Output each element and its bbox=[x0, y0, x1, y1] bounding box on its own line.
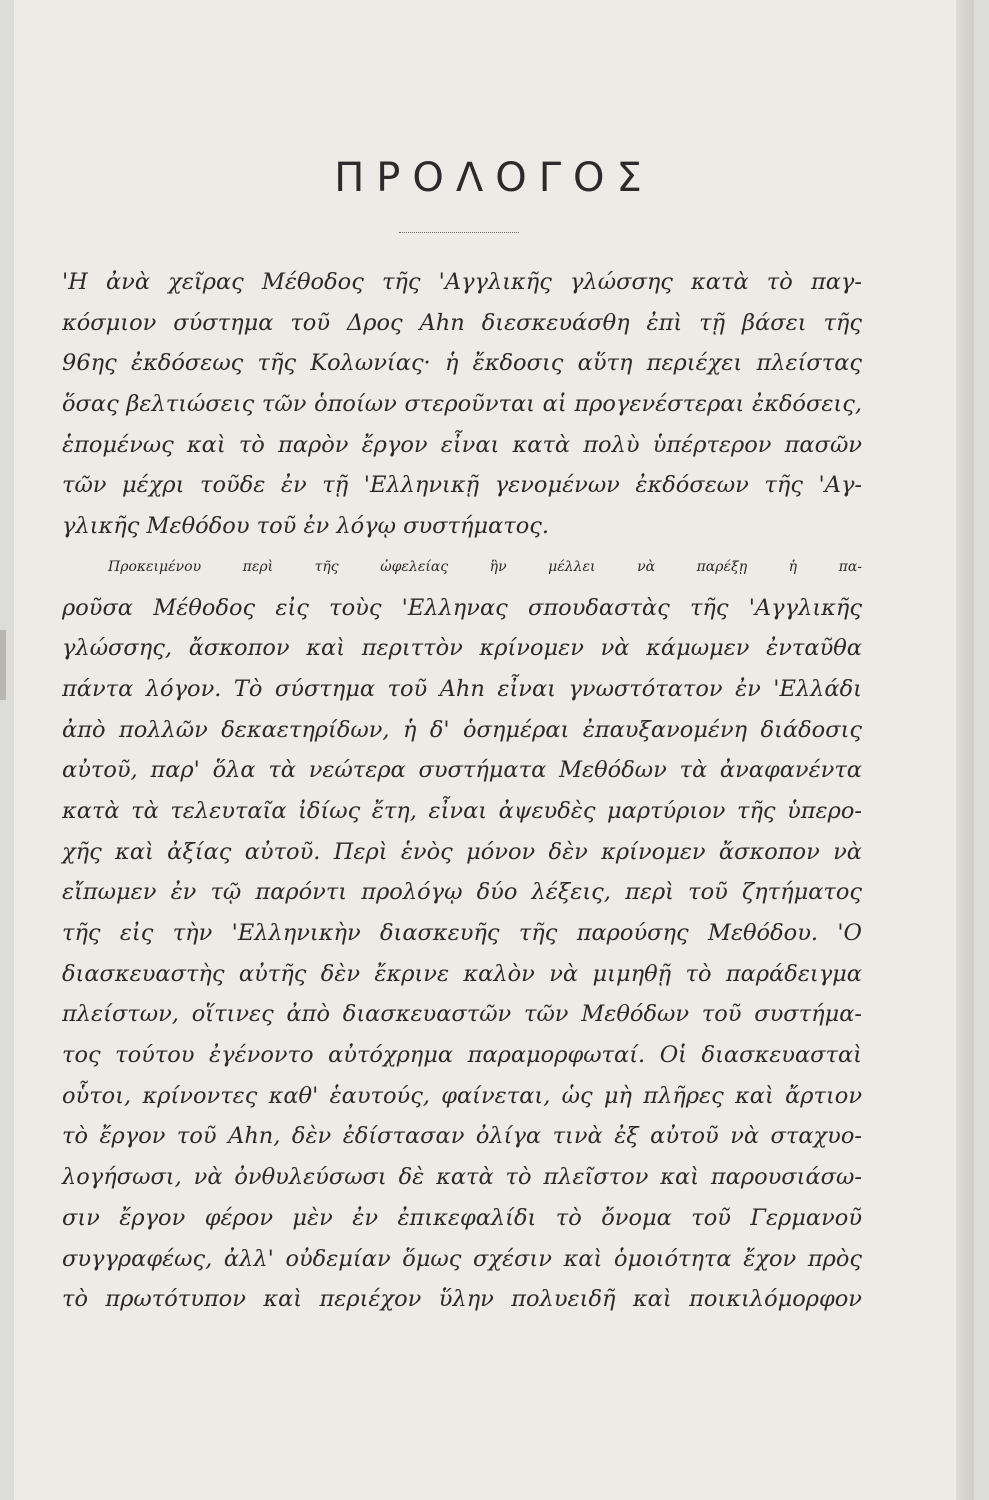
text-line: γλώσσης, ἄσκοπον καὶ περιττὸν κρίνομεν νὰ κάμωμεν ἐνταῦθα bbox=[62, 635, 862, 662]
text-line: τος τούτου ἐγένοντο αὐτόχρημα παραμορφωταί. Οἱ διασκευασταὶ bbox=[62, 1042, 862, 1069]
text-line: αὐτοῦ, παρ' ὅλα τὰ νεώτερα συστήματα Μεθόδων τὰ ἀναφανέντα bbox=[62, 757, 862, 784]
text-line: διασκευαστὴς αὐτῆς δὲν ἔκρινε καλὸν νὰ μιμηθῇ τὸ παράδειγμα bbox=[62, 960, 862, 987]
text-line: λογήσωσι, νὰ ὀνθυλεύσωσι δὲ κατὰ τὸ πλεῖστον καὶ παρουσιάσω- bbox=[62, 1164, 862, 1191]
text-line: ἀπὸ πολλῶν δεκαετηρίδων, ἡ δ' ὁσημέραι ἐπαυξανομένη διάδοσις bbox=[62, 716, 862, 743]
text-line: πάντα λόγον. Τὸ σύστημα τοῦ Ahn εἶναι γνωστότατον ἐν 'Ελλάδι bbox=[62, 675, 862, 702]
text-line: εἴπωμεν ἐν τῷ παρόντι προλόγῳ δύο λέξεις, περὶ τοῦ ζητήματος bbox=[62, 879, 862, 906]
text-line: Προκειμένου περὶ τῆς ὠφελείας ἣν μέλλει νὰ παρέξῃ ἡ πα- bbox=[108, 558, 862, 575]
text-line: τῆς εἰς τὴν 'Ελληνικὴν διασκευῆς τῆς παρούσης Μεθόδου. 'Ο bbox=[62, 920, 862, 946]
book-page bbox=[14, 0, 974, 1500]
page-edge-shadow bbox=[956, 0, 974, 1500]
text-line: τῶν μέχρι τοῦδε ἐν τῇ 'Ελληνικῇ γενομένων ἐκδόσεων τῆς 'Αγ- bbox=[62, 472, 862, 499]
text-line: τὸ ἔργον τοῦ Ahn, δὲν ἐδίστασαν ὀλίγα τινὰ ἐξ αὐτοῦ νὰ σταχυο- bbox=[62, 1123, 862, 1150]
text-line: 'Η ἀνὰ χεῖρας Μέθοδος τῆς 'Αγγλικῆς γλώσσης κατὰ τὸ παγ- bbox=[62, 269, 862, 295]
text-line: συγγραφέως, ἀλλ' οὐδεμίαν ὅμως σχέσιν καὶ ὁμοιότητα ἔχον πρὸς bbox=[62, 1245, 862, 1272]
text-line: γλικῆς Μεθόδου τοῦ ἐν λόγῳ συστήματος. bbox=[62, 513, 550, 540]
text-line: χῆς καὶ ἀξίας αὐτοῦ. Περὶ ἑνὸς μόνον δὲν κρίνομεν ἄσκοπον νὰ bbox=[62, 838, 862, 865]
text-line: ὅσας βελτιώσεις τῶν ὁποίων στεροῦνται αἱ προγενέστεραι ἐκδόσεις, bbox=[62, 391, 862, 418]
text-line: κόσμιον σύστημα τοῦ Δρος Ahn διεσκευάσθη ἐπὶ τῇ βάσει τῆς bbox=[62, 309, 862, 336]
title-divider bbox=[399, 232, 519, 233]
text-line: ἑπομένως καὶ τὸ παρὸν ἔργον εἶναι κατὰ πολὺ ὑπέρτερον πασῶν bbox=[62, 431, 862, 458]
binding-mark bbox=[0, 630, 6, 700]
text-line: ροῦσα Μέθοδος εἰς τοὺς 'Ελληνας σπουδαστὰς τῆς 'Αγγλικῆς bbox=[62, 594, 862, 621]
text-line: 96ης ἐκδόσεως τῆς Κολωνίας· ἡ ἔκδοσις αὕτη περιέχει πλείστας bbox=[62, 350, 862, 377]
text-line: πλείστων, οἵτινες ἀπὸ διασκευαστῶν τῶν Μεθόδων τοῦ συστήμα- bbox=[62, 1001, 862, 1028]
text-line: σιν ἔργον φέρον μὲν ἐν ἐπικεφαλίδι τὸ ὄνομα τοῦ Γερμανοῦ bbox=[62, 1204, 862, 1231]
page-title: ΠΡΟΛΟΓΟΣ bbox=[334, 155, 654, 201]
text-line: οὗτοι, κρίνοντες καθ' ἑαυτούς, φαίνεται, ὡς μὴ πλῆρες καὶ ἄρτιον bbox=[62, 1082, 862, 1109]
text-line: τὸ πρωτότυπον καὶ περιέχον ὕλην πολυειδῆ καὶ ποικιλόμορφον bbox=[62, 1286, 862, 1313]
preface-body bbox=[62, 262, 862, 1320]
text-line: κατὰ τὰ τελευταῖα ἰδίως ἔτη, εἶναι ἀψευδὲς μαρτύριον τῆς ὑπερο- bbox=[62, 797, 862, 824]
